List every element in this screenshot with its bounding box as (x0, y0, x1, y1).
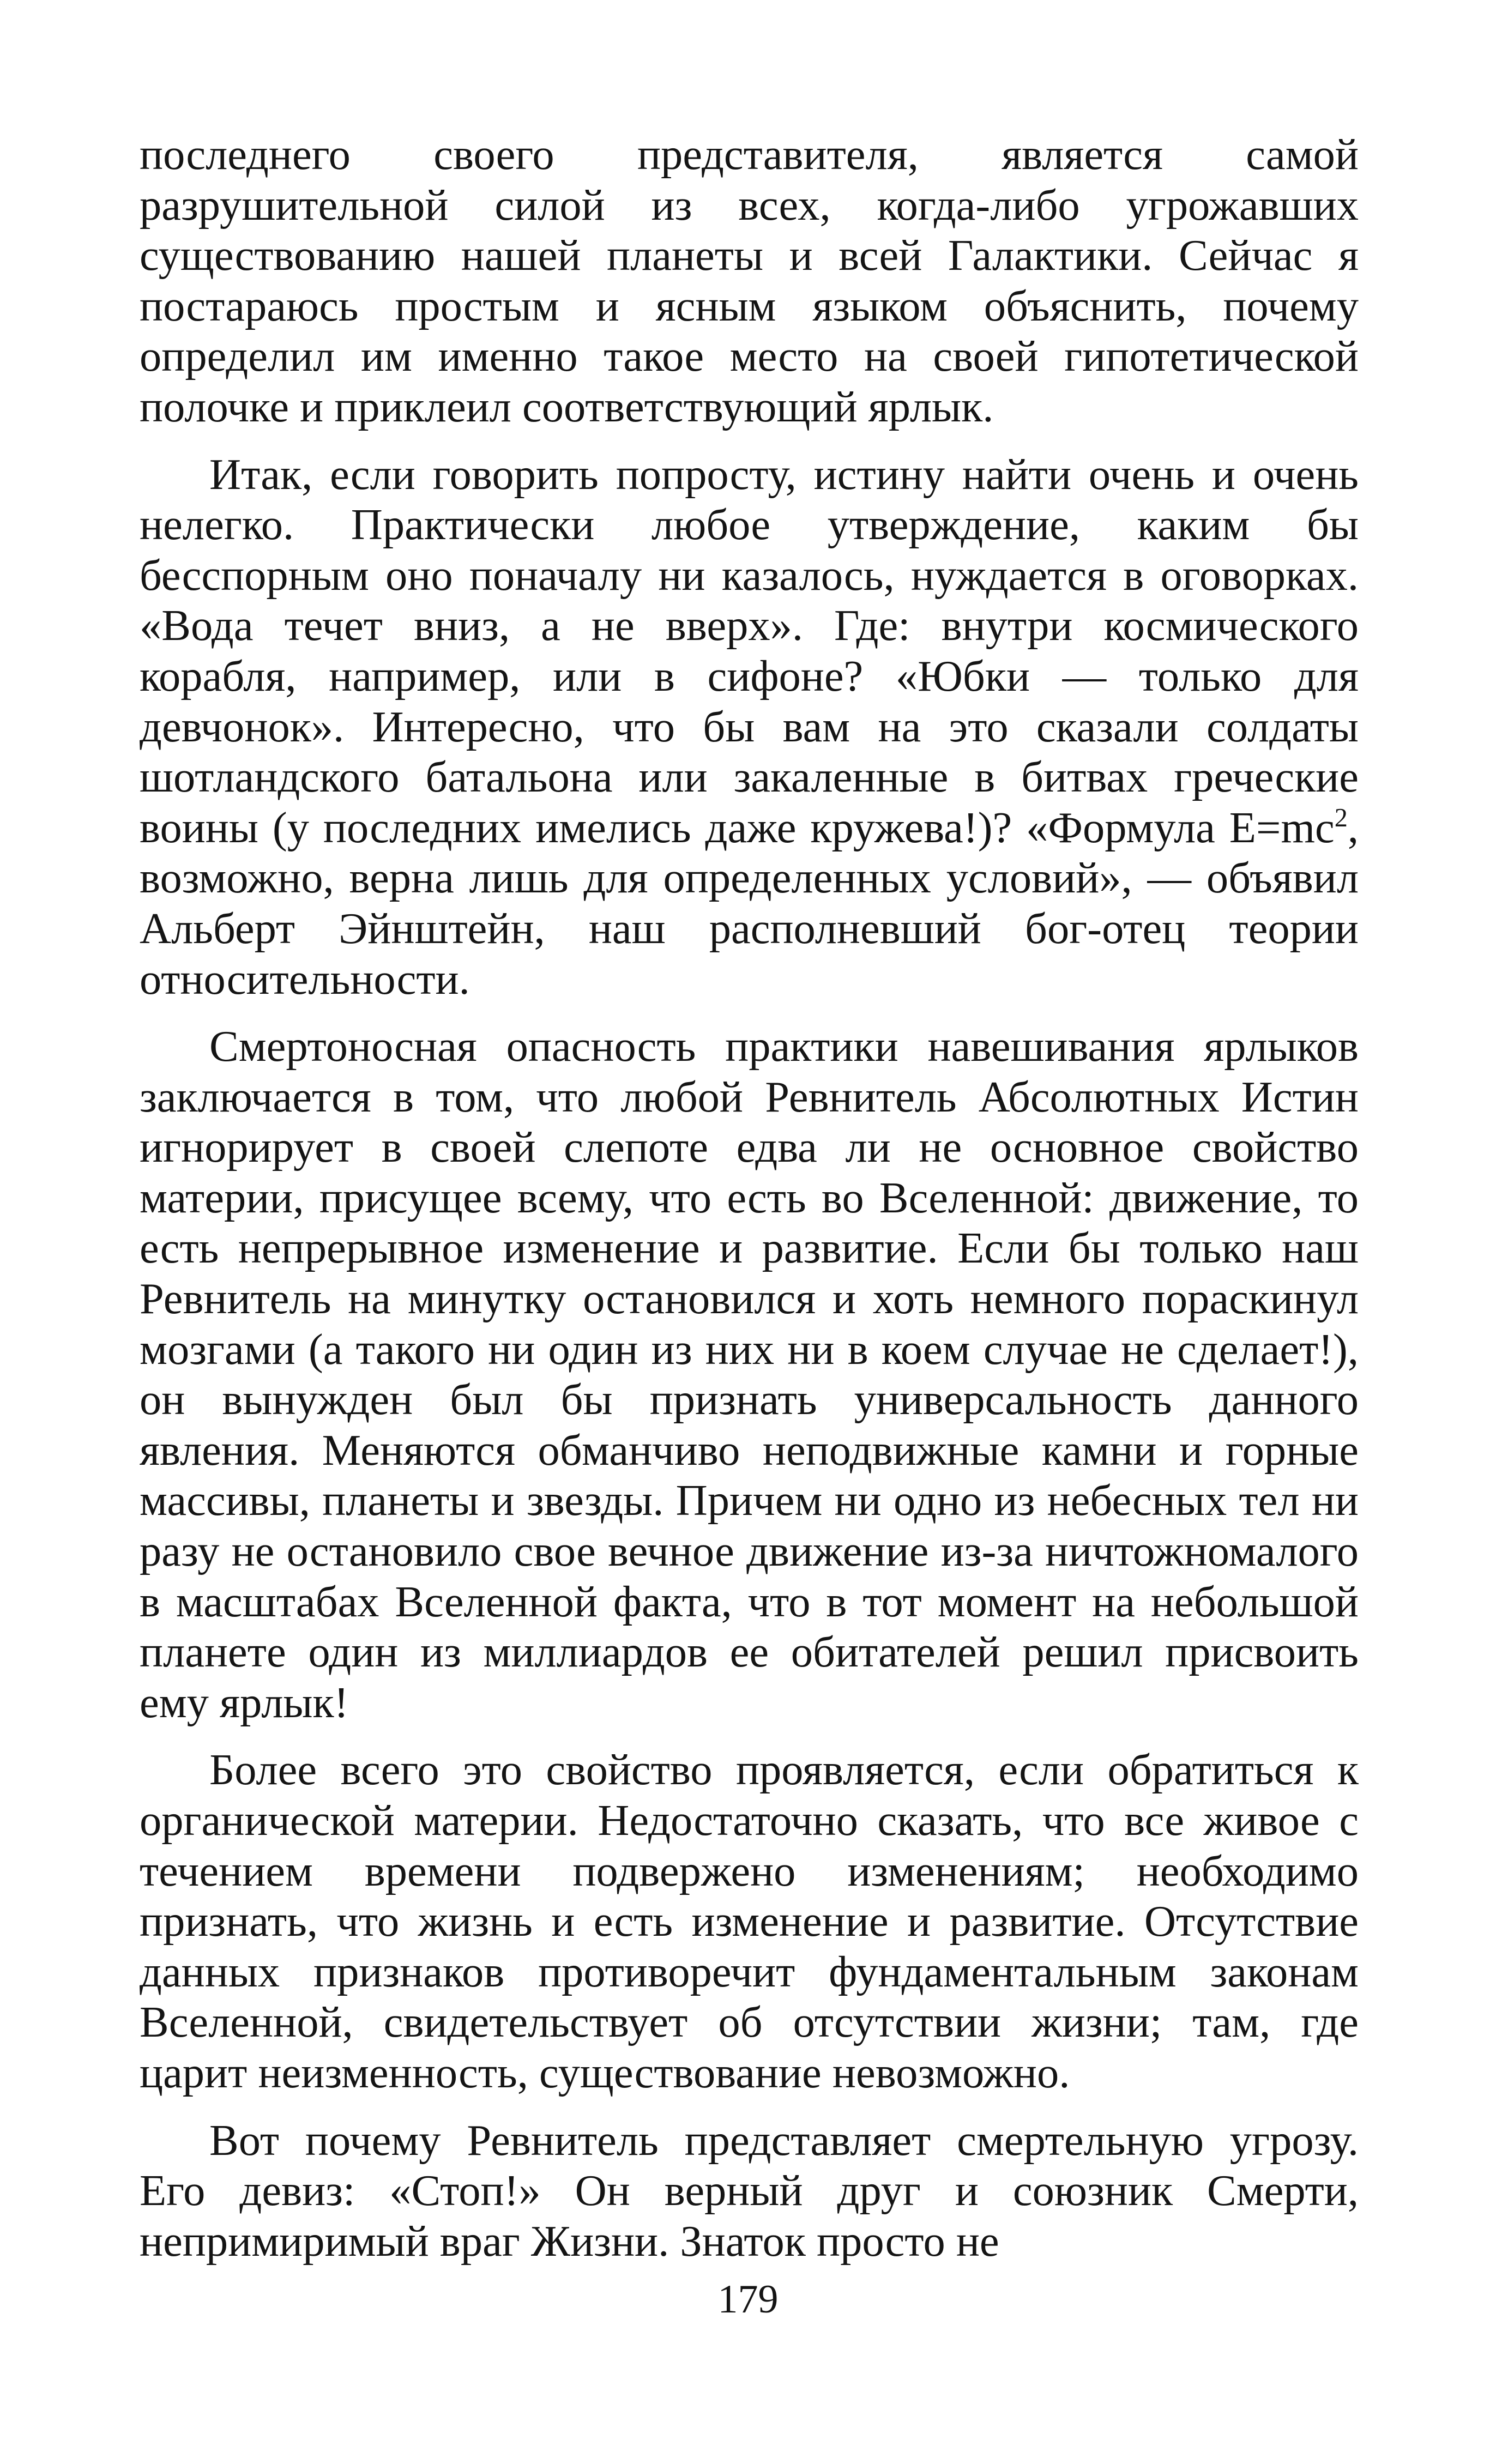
book-page (140, 130, 1359, 2284)
page-number: 179 (717, 2277, 779, 2322)
paragraph-3: Смертоносная опасность практики навешивания ярлыков заключается в том, что любой Ревнитель Абсолютных Истин игнорирует в своей слепоте едва ли не основное свойство материи, присущее всему, что есть во Вселенной: движение, то есть непрерывное изменение и развитие. Если бы только наш Ревнитель на минутку остановился и хоть немного пораскинул мозгами (а такого ни один из них ни в коем случае не сделает!), он вынужден был бы признать универсальность данного явления. Меняются обманчиво неподвижные камни и горные массивы, планеты и звезды. Причем ни одно из небесных тел ни разу не остановило свое вечное движение из-за ничтожномалого в масштабах Вселенной факта, что в тот момент на небольшой планете один из миллиардов ее обитателей решил присвоить ему ярлык! (140, 1022, 1359, 1727)
paragraph-2 (140, 450, 1359, 1005)
formula-superscript: 2 (1334, 803, 1348, 832)
paragraph-4: Более всего это свойство проявляется, если обратиться к органической материи. Недостаточно сказать, что все живое с течением времени подвержено изменениям; необходимо признать, что жизнь и есть изменение и развитие. Отсутствие данных признаков противоречит фундаментальным законам Вселенной, свидетельствует об отсутствии жизни; там, где царит неизменность, существование невозможно. (140, 1746, 1359, 2097)
formula-quote-close: , возможно, верна лишь для определенных условий», — объявил Альберт Эйнштейн, наш располневший бог-отец теории относительности. (140, 803, 1359, 1004)
formula-quote-open: «Формула E=mc (1026, 803, 1335, 852)
paragraph-2-text: Итак, если говорить попросту, истину найти очень и очень нелегко. Практически любое утверждение, каким бы бесспорным оно поначалу ни казалось, нуждается в оговорках. «Вода течет вниз, а не вверх». Где: внутри космического корабля, например, или в сифоне? «Юбки — только для девчонок». Интересно, что бы вам на это сказали солдаты шотландского батальона или закаленные в битвах греческие воины (у последних имелись даже кружева!)? (140, 450, 1359, 852)
body-text (140, 130, 1359, 2267)
paragraph-5: Вот почему Ревнитель представляет смертельную угрозу. Его девиз: «Стоп!» Он верный друг и союзник Смерти, непримиримый враг Жизни. Знаток просто не (140, 2116, 1359, 2266)
paragraph-1: последнего своего представителя, является самой разрушительной силой из всех, когда-либо угрожавших существованию нашей планеты и всей Галактики. Сейчас я постараюсь простым и ясным языком объяснить, почему определил им именно такое место на своей гипотетической полочке и приклеил соответствующий ярлык. (140, 130, 1359, 431)
